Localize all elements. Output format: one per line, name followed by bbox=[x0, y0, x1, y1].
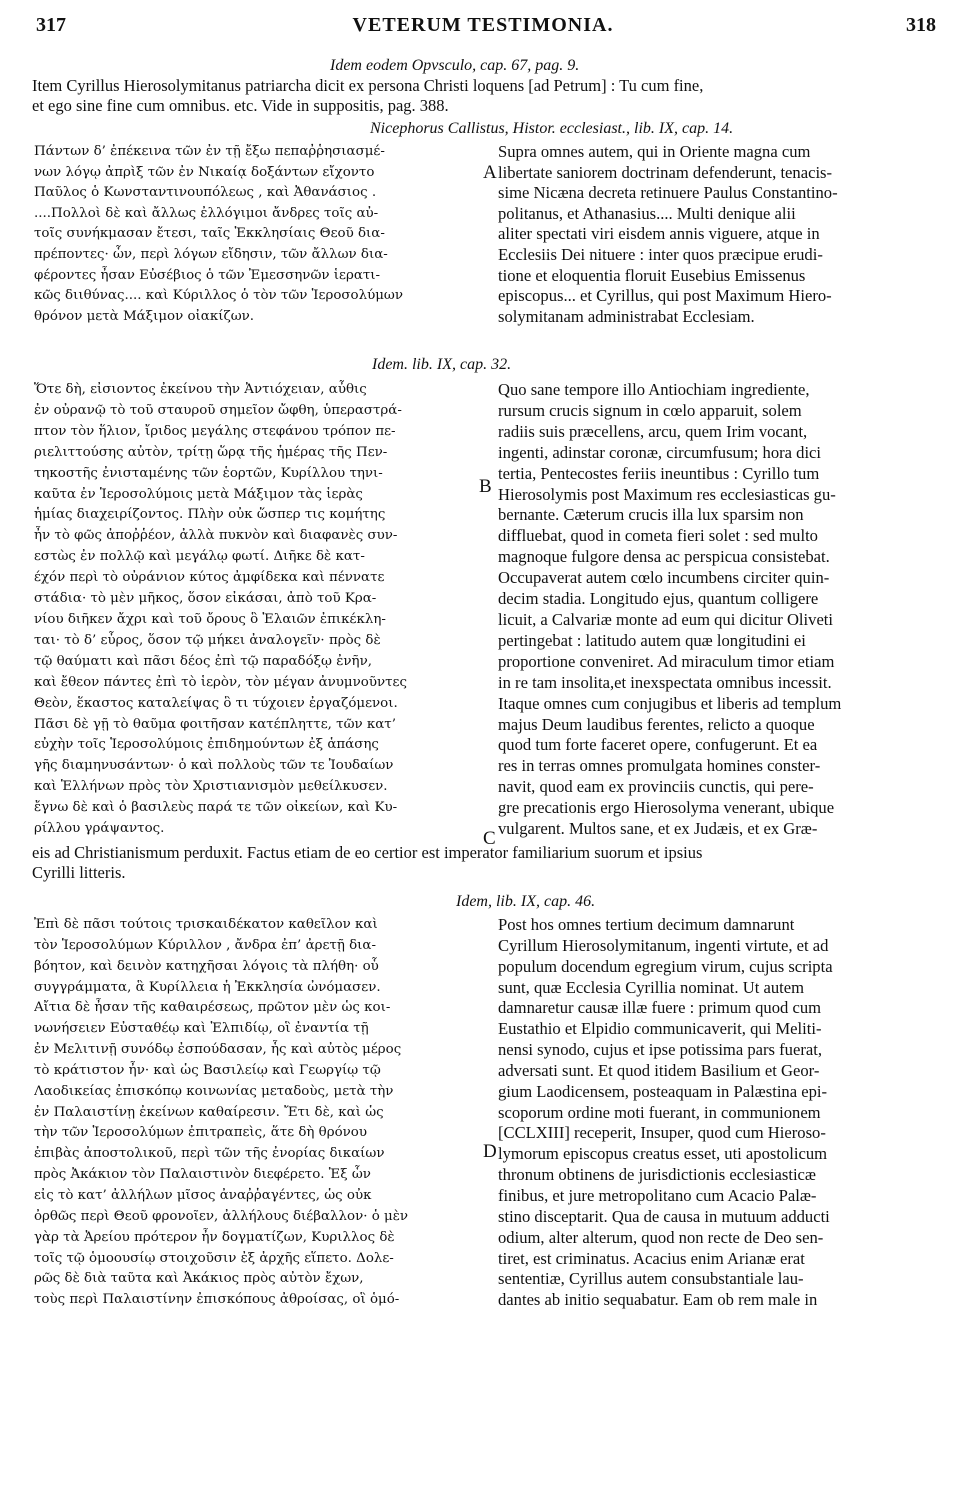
latin-line: navit, quod eam ex provinciis cunctis, qui pere- bbox=[498, 777, 814, 797]
continuation-paragraph bbox=[32, 843, 932, 883]
margin-marker: D bbox=[483, 1141, 497, 1162]
greek-line: Λαοδικείας ἐπισκόπῳ κοινωνίας μεταδοὺς, μετὰ τὴν bbox=[34, 1083, 394, 1099]
latin-line: Quo sane tempore illo Antiochiam ingrediente, bbox=[498, 380, 810, 399]
greek-line: ρῶς δὲ διὰ ταῦτα καὶ Ἀκάκιος πρὸς αὐτὸν ἔχων, bbox=[34, 1271, 364, 1287]
greek-line: νων λόγῳ ἀπρὶξ τῶν ἐν Νικαίᾳ δοξάντων εἴχοντο bbox=[34, 164, 375, 180]
greek-line: νίου διῆκεν ἄχρι καὶ τοῦ ὄρους ὃ Ἐλαιῶν ἐπικέκλη- bbox=[34, 611, 386, 627]
running-header bbox=[30, 10, 936, 44]
latin-line: Hierosolymis post Maximum res ecclesiasticas gu- bbox=[498, 484, 836, 504]
greek-line: ἐν Μελιτινῇ συνόδῳ ἐσπούδασαν, ἧς καὶ αὐτὸς μέρος bbox=[34, 1042, 402, 1058]
margin-marker: A bbox=[483, 162, 497, 183]
greek-line: Πᾶσι δὲ γῇ τὸ θαῦμα φοιτῆσαν κατέπληττε, τῶν κατ’ bbox=[34, 716, 396, 732]
latin-line: solymitanam administrabat Ecclesiam. bbox=[498, 306, 755, 326]
latin-line: proportione conveniret. Ad miraculum timor etiam bbox=[498, 651, 835, 671]
greek-line: τὴν τῶν Ἱεροσολύμων ἐπιτραπεὶς, ἅτε δὴ θρόνου bbox=[34, 1125, 368, 1141]
section-caption: Idem eodem Opvsculo, cap. 67, pag. 9. bbox=[330, 57, 580, 74]
greek-line: ἐπιβὰς ἀποστολικοῦ, περὶ τῶν τῆς ἐνορίας δικαίων bbox=[34, 1146, 385, 1162]
latin-line: episcopus... et Cyrillus, qui post Maximum Hiero- bbox=[498, 286, 832, 306]
latin-line: tione et eloquentia floruit Eusebius Emissenus bbox=[498, 265, 806, 285]
greek-line: Ὅτε δὴ, εἰσιοντος ἐκείνου τὴν Ἀντιόχειαν, αὖθις bbox=[34, 382, 367, 397]
latin-line: Supra omnes autem, qui in Oriente magna cum bbox=[498, 142, 811, 161]
greek-line: τοὺς περὶ Παλαιστίνην ἐπισκόπους ἀθροίσας, οἳ ὁμό- bbox=[34, 1292, 400, 1308]
greek-line: ἡμίας διαχειρίζοντος. Πλὴν οὐκ ὥσπερ τις κομήτης bbox=[34, 507, 386, 523]
intro-paragraph bbox=[32, 76, 932, 116]
latin-line: Eustathio et Elpidio communicaverit, qui Meliti- bbox=[498, 1019, 822, 1039]
greek-column bbox=[34, 142, 482, 327]
greek-line: ἐν Παλαιστίνῃ ἐκείνων καθαίρεσιν. Ἔτι δὲ, καὶ ὡς bbox=[34, 1104, 384, 1120]
latin-line: populum docendum egregium virum, cujus scripta bbox=[498, 956, 833, 976]
latin-line: thronum obtinens de jurisdictionis ecclesiasticæ bbox=[498, 1165, 816, 1185]
latin-line: Post hos omnes tertium decimum damnarunt bbox=[498, 915, 795, 934]
greek-line: εστὼς ἐν πολλῷ καὶ μεγάλῳ φωτί. Διῆκε δὲ κατ- bbox=[34, 549, 365, 565]
latin-line: Itaque omnes cum conjugibus et liberis ad templum bbox=[498, 693, 842, 713]
latin-line: ingenti, adinstar coronæ, circumfusum; hora dici bbox=[498, 442, 822, 462]
text-line: eis ad Christianismum perduxit. Factus etiam de eo certior est imperator familiarium suorum et ipsius bbox=[32, 843, 703, 862]
latin-line: Cyrillum Hierosolymitanum, ingenti virtute, et ad bbox=[498, 935, 829, 955]
latin-line: pertingebat : latitudo autem quæ longitudini ei bbox=[498, 630, 806, 650]
greek-line: Πάντων δ’ ἐπέκεινα τῶν ἐν τῇ ἔξω πεπαῤῥησιασμέ- bbox=[34, 144, 385, 159]
latin-line: gre precationis ergo Hierosolyma venerant, ubique bbox=[498, 798, 835, 818]
greek-line: ρίλλου γράψαντος. bbox=[34, 821, 165, 837]
greek-line: τοῖς τῷ ὁμοουσίῳ στοιχοῦσιν ἐξ ἀρχῆς εἵπετο. Δολε- bbox=[34, 1250, 394, 1266]
greek-line: φέροντες ἦσαν Εὐσέβιος ὁ τῶν Ἐμεσσηνῶν ἱερατι- bbox=[34, 267, 381, 283]
margin-marker: B bbox=[479, 476, 492, 497]
latin-line: Occupaverat autem cœlo incumbens circiter quin- bbox=[498, 568, 830, 588]
greek-line: ἦν τὸ φῶς ἀποῤῥέον, ἀλλὰ πυκνὸν καὶ διαφανὲς συν- bbox=[34, 528, 398, 544]
greek-line: ται· τὸ δ’ εὖρος, ὅσον τῷ μήκει ἀναλογεῖν· πρὸς δὲ bbox=[34, 632, 381, 648]
greek-line: Ἐπὶ δὲ πᾶσι τούτοις τρισκαιδέκατον καθεῖλον καὶ bbox=[34, 917, 378, 932]
latin-line: Ecclesiis Dei nituere : inter quos præcipue erudi- bbox=[498, 244, 823, 264]
greek-line: τὸ κράτιστον ἦν· καὶ ὡς Βασιλείῳ καὶ Γεωργίῳ τῷ bbox=[34, 1062, 381, 1078]
latin-line: in re tam insolita,et inexspectata omnibus incessit. bbox=[498, 672, 832, 692]
section-caption: Idem. lib. IX, cap. 32. bbox=[372, 356, 512, 373]
latin-line: libertate saniorem doctrinam defenderunt, tenacis- bbox=[498, 162, 833, 182]
greek-line: βόητον, καὶ δεινὸν κατηχῆσαι λόγοις τὰ πλήθη· οὗ bbox=[34, 958, 379, 974]
text-line: et ego sine fine cum omnibus. etc. Vide in suppositis, pag. 388. bbox=[32, 96, 449, 115]
greek-line: καὶ ἔθεον πάντες ἐπὶ τὸ ἱερὸν, τὸν μέγαν ἀνυμνοῦντες bbox=[34, 674, 407, 690]
greek-column bbox=[34, 915, 482, 1311]
greek-line: ὀρθῶς περὶ Θεοῦ φρονοῖεν, ἀλλήλους διέβαλλον· ὁ μὲν bbox=[34, 1208, 409, 1224]
greek-line: ἐν οὐρανῷ τὸ τοῦ σταυροῦ σημεῖον ὤφθη, ὑπεραστρά- bbox=[34, 402, 402, 418]
greek-line: ριελιττούσης αὐτὸν, τρίτῃ ὥρᾳ τῆς ἡμέρας τῆς Πεν- bbox=[34, 444, 388, 460]
latin-line: [CCLXIII] receperit, Insuper, quod cum Hieroso- bbox=[498, 1123, 826, 1143]
latin-column bbox=[498, 142, 932, 327]
greek-line: τῷ θαύματι καὶ πᾶσι δέος ἐπὶ τῷ παραδόξῳ ἐνῆν, bbox=[34, 653, 372, 669]
greek-column bbox=[34, 380, 482, 840]
greek-line: πτον τὸν ἥλιον, ἴριδος μεγάλης στεφάνου τρόπον πε- bbox=[34, 423, 396, 439]
greek-line: θρόνον μετὰ Μάξιμον οἰακίζων. bbox=[34, 308, 255, 324]
greek-line: έχόν περὶ τὸ οὐράνιον κύτος ἀμφίδεκα καὶ πέννατε bbox=[34, 570, 385, 586]
latin-line: licuit, a Calvariæ monte ad eum qui dicitur Oliveti bbox=[498, 609, 834, 629]
latin-line: adversati sunt. Et quod itidem Basilium et Geor- bbox=[498, 1060, 820, 1080]
text-line: Cyrilli litteris. bbox=[32, 863, 126, 882]
greek-line: καῦτα ἐν Ἱεροσολύμοις μετὰ Μάξιμον τὰς ἱερὰς bbox=[34, 486, 363, 502]
greek-line: γῆς διαμηνυσάντων· ὁ καὶ πολλοὺς τῶν τε Ἰουδαίων bbox=[34, 758, 394, 774]
latin-line: scoporum ordine moti fuerant, in communionem bbox=[498, 1102, 821, 1122]
greek-line: στάδια· τὸ μὲν μῆκος, ὅσον εἰκάσαι, ἀπὸ τοῦ Κρα- bbox=[34, 591, 377, 607]
greek-line: Θεὸν, ἕκαστος καταλείψας ὃ τι τύχοιεν ἐργαζόμενοι. bbox=[34, 695, 398, 711]
latin-line: magnoque fulgore densa ac perspicua consistebat. bbox=[498, 547, 830, 567]
latin-line: vulgarent. Multos sane, et ex Judæis, et ex Græ- bbox=[498, 819, 818, 839]
section-caption: Idem, lib. IX, cap. 46. bbox=[456, 893, 596, 910]
latin-line: politanus, et Athanasius.... Multi denique alii bbox=[498, 203, 796, 223]
greek-line: τηκοστῆς ἐνισταμένης τῶν ἑορτῶν, Κυρίλλου τηνι- bbox=[34, 465, 383, 481]
latin-line: decim stadia. Longitudo ejus, quantum colligere bbox=[498, 589, 819, 609]
greek-line: πρέποντες· ὧν, περὶ λόγων εἴδησιν, τῶν ἄλλων δια- bbox=[34, 246, 388, 262]
latin-line: lymorum episcopus creatus esset, uti apostolicum bbox=[498, 1144, 828, 1164]
latin-line: finibus, et jure metropolitano cum Acacio Palæ- bbox=[498, 1185, 817, 1205]
page-number-left: 317 bbox=[36, 14, 66, 36]
text-line: Item Cyrillus Hierosolymitanus patriarcha dicit ex persona Christi loquens [ad Petrum] : Tu cum fine, bbox=[32, 76, 704, 95]
greek-line: νωνήσειεν Εὐσταθέῳ καὶ Ἐλπιδίῳ, οἳ ἐναντία τῇ bbox=[34, 1021, 369, 1037]
latin-line: quod tum forte faceret opere, confugerunt. Et ea bbox=[498, 735, 818, 755]
greek-line: Παῦλος ὁ Κωνσταντινουπόλεως , καὶ Ἀθανάσιος . bbox=[34, 185, 377, 201]
section-caption: Nicephorus Callistus, Histor. ecclesiast., lib. IX, cap. 14. bbox=[370, 120, 734, 137]
latin-line: sime Nicæna decreta retinuere Paulus Constantino- bbox=[498, 183, 838, 203]
greek-line: πρὸς Ἀκάκιον τὸν Παλαιστινὸν διεφέρετο. Ἐξ ὧν bbox=[34, 1167, 371, 1183]
latin-line: bernante. Cæterum crucis illa lux sparsim non bbox=[498, 505, 804, 525]
greek-line: συγγράμματα, ἃ Κυρίλλεια ἡ Ἐκκλησία ὠνόμασεν. bbox=[34, 979, 381, 995]
latin-line: gium Laodicensem, posteaquam in Palæstina epi- bbox=[498, 1081, 828, 1101]
latin-column bbox=[498, 380, 932, 840]
latin-line: diffluebat, quod in cometa fieri solet : sed multo bbox=[498, 526, 818, 546]
latin-column bbox=[498, 915, 932, 1311]
latin-line: res in terras omnes promulgata homines conster- bbox=[498, 756, 821, 776]
greek-line: εἰς τὸ κατ’ ἀλλήλων μῖσος ἀναῤῥαγέντες, ὡς οὐκ bbox=[34, 1187, 372, 1203]
greek-line: Αἴτια δὲ ἦσαν τῆς καθαιρέσεως, πρῶτον μὲν ὡς κοι- bbox=[34, 1000, 391, 1016]
greek-line: τοῖς συνήκμασαν ἔτεσι, ταῖς Ἐκκλησίαις Θεοῦ δια- bbox=[34, 226, 385, 242]
latin-line: aliter spectati viri eisdem annis viguere, atque in bbox=[498, 224, 820, 244]
latin-line: rursum crucis signum in cœlo apparuit, solem bbox=[498, 400, 802, 420]
greek-line: γὰρ τὰ Ἀρείου πρότερον ἦν δογματίζων, Κυριλλος δὲ bbox=[34, 1229, 395, 1245]
greek-line: καὶ Ἑλλήνων πρὸς τὸν Χριστιανισμὸν μεθείλκυσεν. bbox=[34, 779, 388, 795]
latin-line: radiis suis præcellens, arcu, quem Irim vocant, bbox=[498, 421, 808, 441]
latin-line: tertia, Pentecostes feriis ineuntibus : Cyrillo tum bbox=[498, 463, 820, 483]
latin-line: sententiæ, Cyrillus autem consubstantiale lau- bbox=[498, 1269, 804, 1289]
latin-line: nensi synodo, cujus et ipse potissima pars fuerat, bbox=[498, 1040, 822, 1060]
running-title: VETERUM TESTIMONIA. bbox=[352, 14, 614, 36]
latin-line: majus Deum laudibus ferentes, relicto a quoque bbox=[498, 714, 815, 734]
page-number-right: 318 bbox=[906, 14, 936, 36]
greek-line: εὐχὴν τοῖς Ἱεροσολύμοις ἐπιδημούντων ἐξ ἁπάσης bbox=[34, 737, 379, 753]
latin-line: sunt, quæ Ecclesia Cyrillia nominat. Ut autem bbox=[498, 977, 805, 997]
greek-line: κῶς διιθύνας.... καὶ Κύριλλος ὁ τὸν τῶν Ἱεροσολύμων bbox=[34, 288, 403, 304]
greek-line: ἔγνω δὲ καὶ ὁ βασιλεὺς παρά τε τῶν οἰκείων, καὶ Κυ- bbox=[34, 800, 398, 816]
greek-line: τὸν Ἱεροσολύμων Κύριλλον , ἄνδρα ἐπ’ ἀρετῇ δια- bbox=[34, 937, 376, 953]
latin-line: dantes ab initio sequabatur. Eam ob rem male in bbox=[498, 1290, 818, 1310]
greek-line: ....Πολλοὶ δὲ καὶ ἄλλως ἐλλόγιμοι ἄνδρες τοῖς αὐ- bbox=[34, 205, 379, 221]
latin-line: tiret, est criminatus. Acacius enim Arianæ erat bbox=[498, 1248, 805, 1268]
latin-line: odium, alter alterum, quod non recte de Deo sen- bbox=[498, 1227, 824, 1247]
margin-marker: C bbox=[483, 828, 496, 849]
latin-line: damnaretur causæ illæ fuere : primum quod cum bbox=[498, 998, 822, 1018]
latin-line: stino disceptarit. Qua de causa in mutuum adducti bbox=[498, 1206, 830, 1226]
